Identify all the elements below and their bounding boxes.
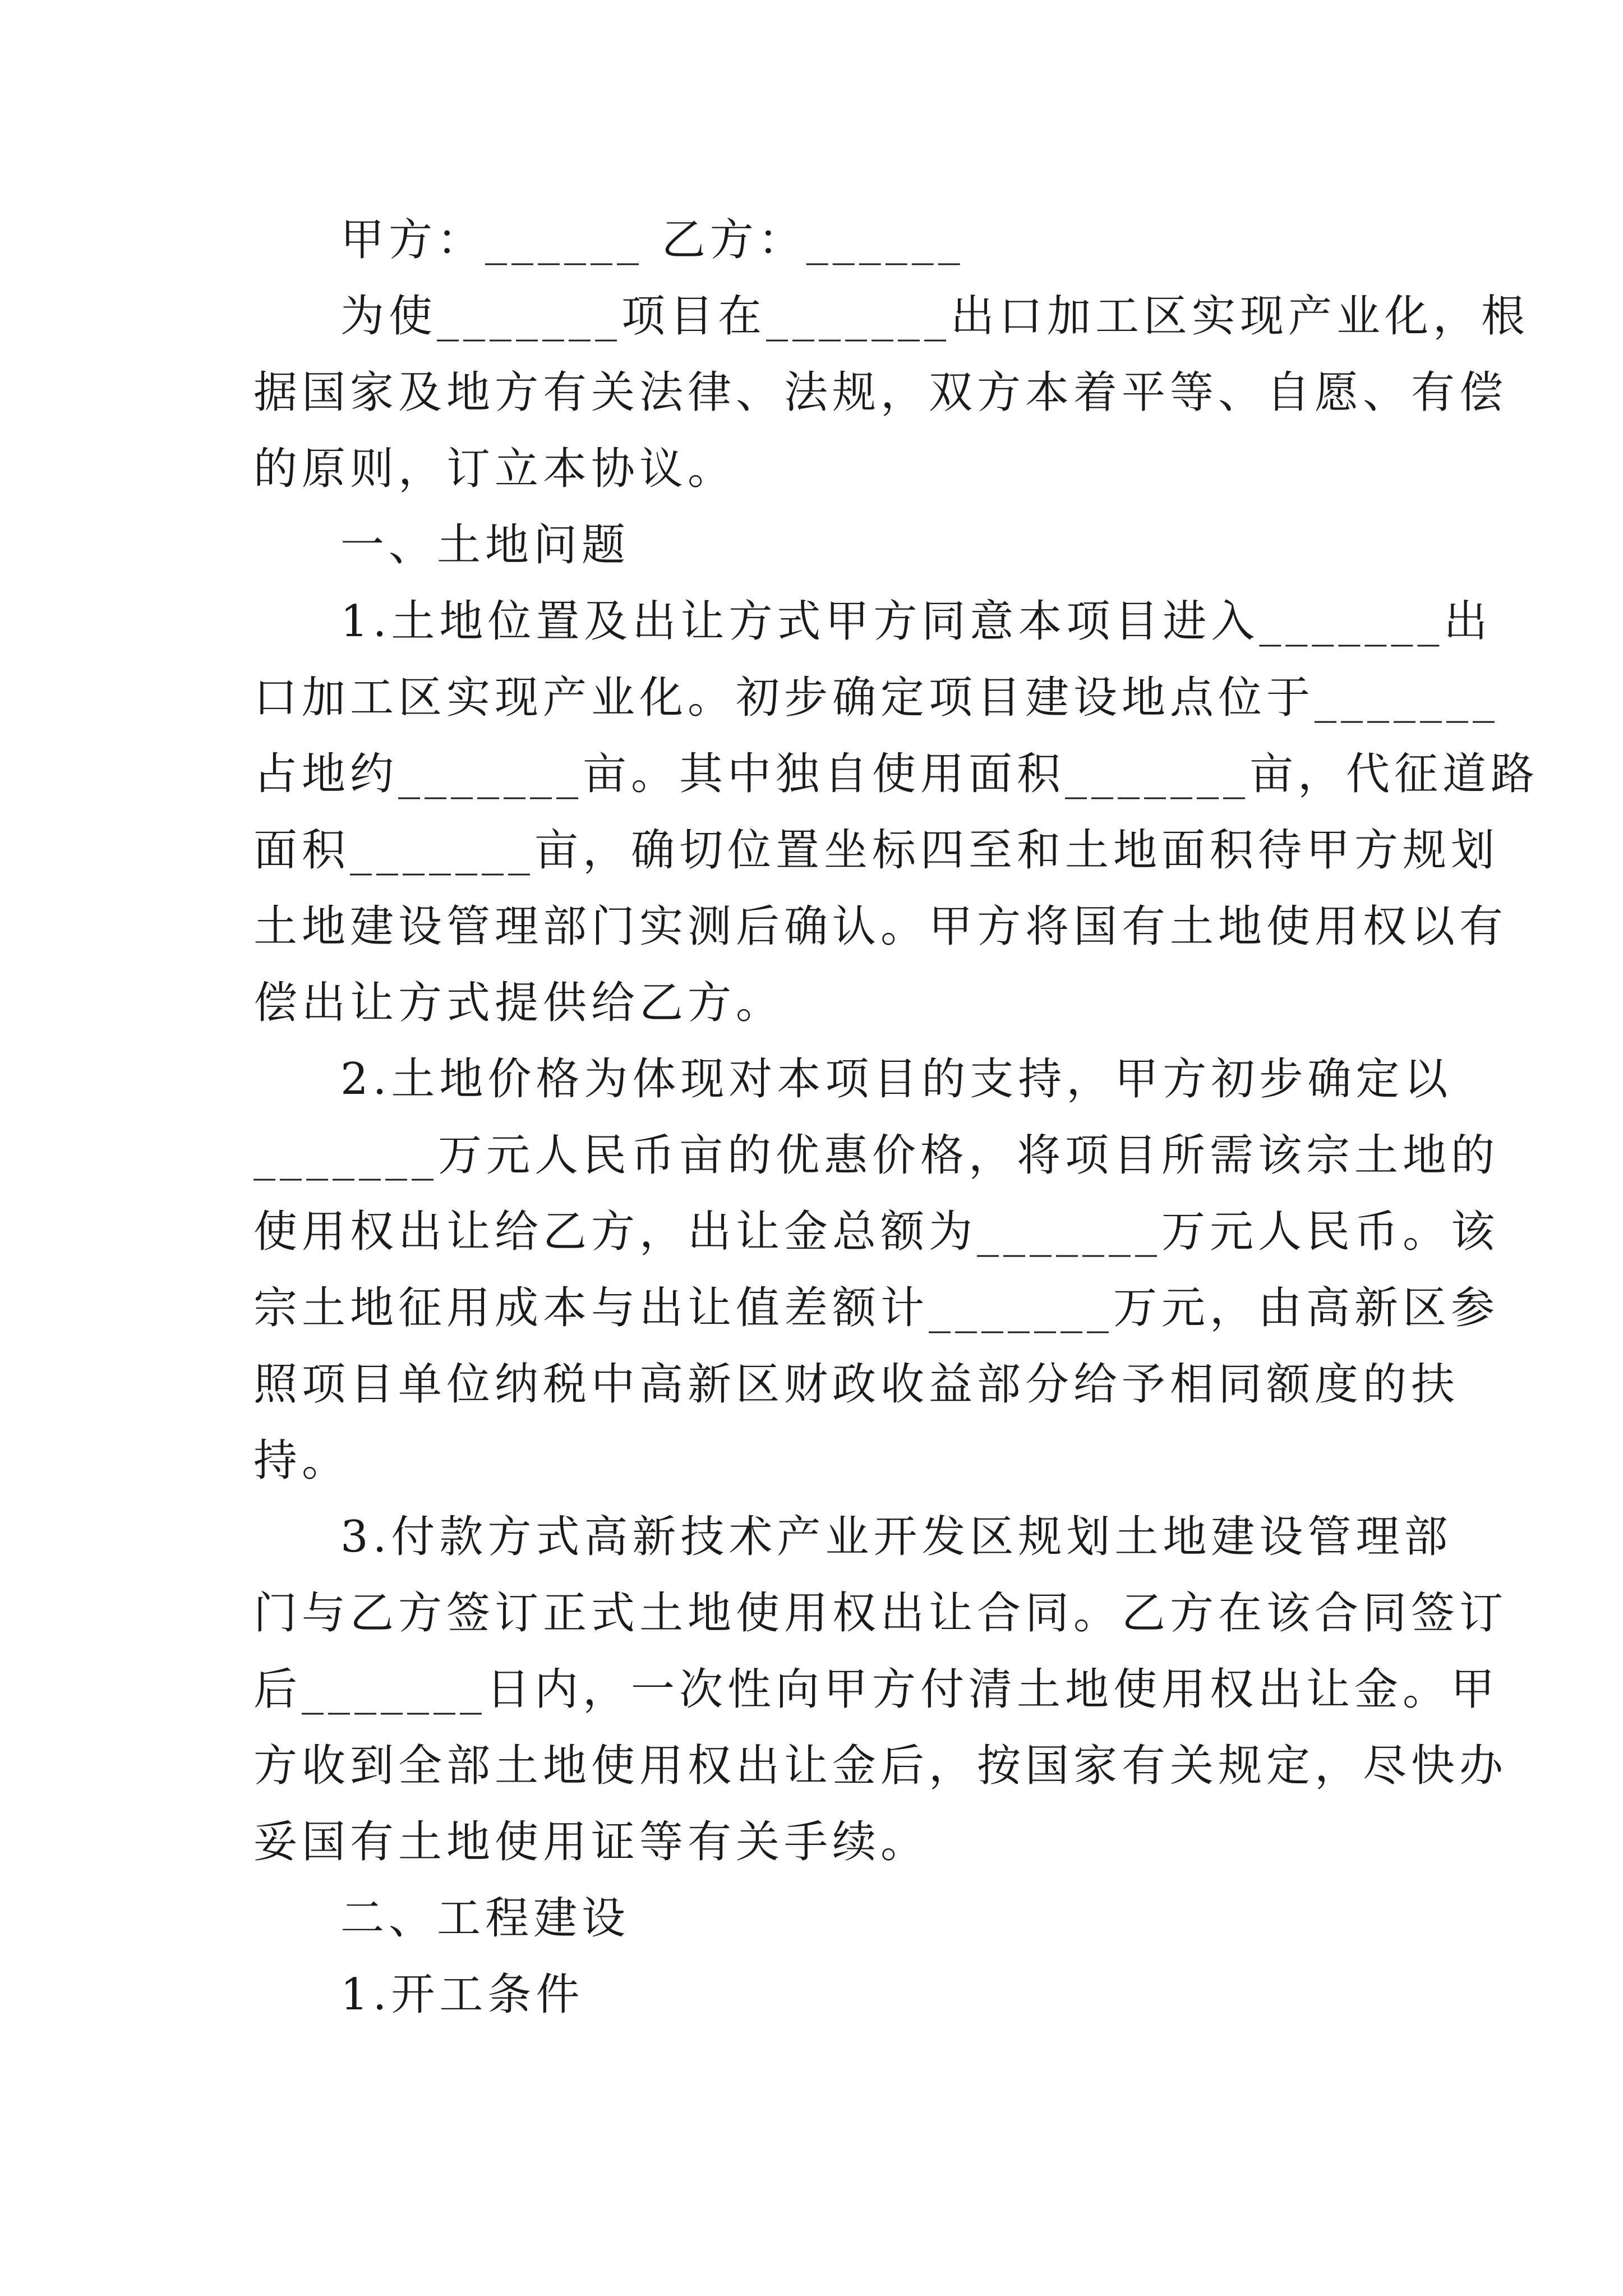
paragraph-line: 占地约_______亩。其中独自使用面积_______亩，代征道路	[253, 749, 1539, 799]
paragraph-line: 的原则，订立本协议。	[253, 444, 736, 494]
paragraph-line: 为使_______项目在_______出口加工区实现产业化，根	[340, 291, 1530, 342]
document-page	[253, 202, 1539, 2033]
paragraph-line: 照项目单位纳税中高新区财政收益部分给予相同额度的扶	[253, 1359, 1460, 1410]
paragraph-line: 2.土地价格为体现对本项目的支持，甲方初步确定以	[340, 1054, 1453, 1105]
paragraph-line: 土地建设管理部门实测后确认。甲方将国有土地使用权以有	[253, 901, 1508, 952]
paragraph-line: 偿出让方式提供给乙方。	[253, 978, 785, 1028]
paragraph-line: 据国家及地方有关法律、法规，双方本着平等、自愿、有偿	[253, 367, 1508, 418]
paragraph-line: 面积_______亩，确切位置坐标四至和土地面积待甲方规划	[253, 825, 1500, 876]
paragraph-line: 1.土地位置及出让方式甲方同意本项目进入_______出	[340, 596, 1492, 647]
paragraph-line: 后_______日内，一次性向甲方付清土地使用权出让金。甲	[253, 1664, 1500, 1715]
paragraph-line: 3.付款方式高新技术产业开发区规划土地建设管理部	[340, 1512, 1453, 1562]
paragraph-line: 使用权出让给乙方，出让金总额为_______万元人民币。该	[253, 1207, 1500, 1257]
section-heading: 二、工程建设	[340, 1893, 630, 1944]
paragraph-line: 宗土地征用成本与出让值差额计_______万元，由高新区参	[253, 1283, 1500, 1333]
paragraph-line: 口加工区实现产业化。初步确定项目建设地点位于_______	[253, 673, 1500, 723]
paragraph-line: 持。	[253, 1435, 351, 1486]
section-heading: 一、土地问题	[340, 520, 630, 570]
paragraph-line: 方收到全部土地使用权出让金后，按国家有关规定，尽快办	[253, 1741, 1508, 1791]
paragraph-line: 门与乙方签订正式土地使用权出让合同。乙方在该合同签订	[253, 1588, 1508, 1639]
paragraph-line: _______万元人民币亩的优惠价格，将项目所需该宗土地的	[253, 1130, 1500, 1181]
paragraph-line: 妥国有土地使用证等有关手续。	[253, 1817, 929, 1867]
parties-line: 甲方：______ 乙方：______	[340, 215, 965, 265]
subsection-heading: 1.开工条件	[340, 1970, 584, 2020]
